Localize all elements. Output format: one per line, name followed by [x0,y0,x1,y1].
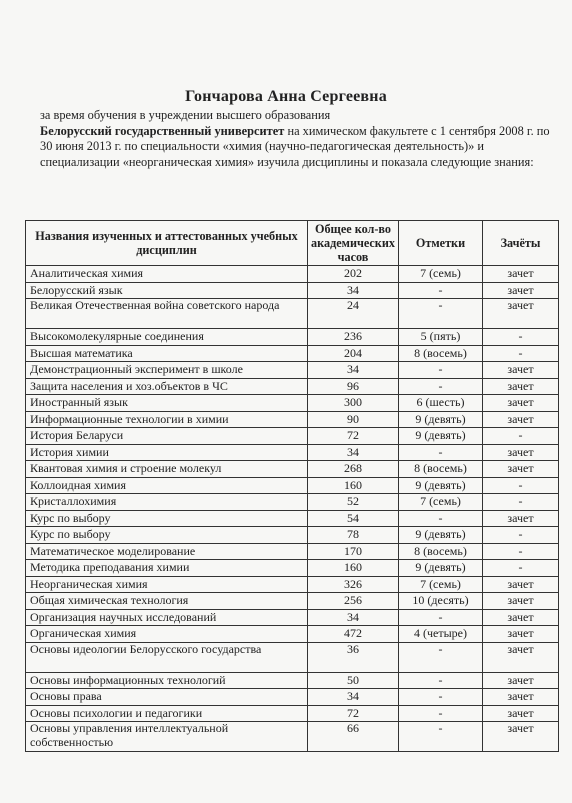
table-row [26,461,559,478]
credit-cell: зачет [483,444,559,461]
discipline-cell: Высокомолекулярные соединения [26,329,308,346]
mark-cell: 10 (десять) [399,593,483,610]
mark-cell: 9 (девять) [399,560,483,577]
table-row [26,576,559,593]
credit-cell: - [483,477,559,494]
hours-cell: 24 [308,299,399,329]
credit-cell: зачет [483,689,559,706]
hours-cell: 72 [308,428,399,445]
mark-cell: - [399,444,483,461]
mark-cell: 9 (девять) [399,527,483,544]
table-row [26,510,559,527]
table-row [26,345,559,362]
credit-cell: - [483,494,559,511]
credit-cell: зачет [483,642,559,672]
hours-cell: 256 [308,593,399,610]
mark-cell: 7 (семь) [399,576,483,593]
mark-cell: 9 (девять) [399,411,483,428]
credit-cell: - [483,329,559,346]
header-credits: Зачёты [483,221,559,266]
intro-paragraph [40,108,562,170]
grades-table [25,220,559,752]
hours-cell: 34 [308,689,399,706]
table-row [26,593,559,610]
table-header-row [26,221,559,266]
hours-cell: 300 [308,395,399,412]
table-row [26,642,559,672]
hours-cell: 54 [308,510,399,527]
credit-cell: зачет [483,609,559,626]
credit-cell: - [483,428,559,445]
discipline-cell: Общая химическая технология [26,593,308,610]
mark-cell: 8 (восемь) [399,543,483,560]
credit-cell: зачет [483,722,559,752]
credit-cell: - [483,345,559,362]
student-name: Гончарова Анна Сергеевна [185,88,387,105]
credit-cell: зачет [483,395,559,412]
hours-cell: 72 [308,705,399,722]
credit-cell: зачет [483,378,559,395]
credit-cell: зачет [483,626,559,643]
table-row [26,626,559,643]
credit-cell: зачет [483,510,559,527]
hours-cell: 66 [308,722,399,752]
discipline-cell: Иностранный язык [26,395,308,412]
hours-cell: 170 [308,543,399,560]
hours-cell: 34 [308,362,399,379]
discipline-cell: Неорганическая химия [26,576,308,593]
credit-cell: зачет [483,705,559,722]
mark-cell: - [399,282,483,299]
hours-cell: 78 [308,527,399,544]
mark-cell: 8 (восемь) [399,345,483,362]
hours-cell: 236 [308,329,399,346]
hours-cell: 96 [308,378,399,395]
mark-cell: 9 (девять) [399,477,483,494]
discipline-cell: Организация научных исследований [26,609,308,626]
table-row [26,705,559,722]
table-row [26,329,559,346]
credit-cell: зачет [483,299,559,329]
mark-cell: - [399,609,483,626]
table-row [26,282,559,299]
mark-cell: 7 (семь) [399,494,483,511]
credit-cell: - [483,527,559,544]
discipline-cell: Основы идеологии Белорусского государства [26,642,308,672]
discipline-cell: Квантовая химия и строение молекул [26,461,308,478]
discipline-cell: Аналитическая химия [26,266,308,283]
table-row [26,609,559,626]
mark-cell: - [399,722,483,752]
discipline-cell: Информационные технологии в химии [26,411,308,428]
hours-cell: 472 [308,626,399,643]
discipline-cell: Математическое моделирование [26,543,308,560]
table-row [26,689,559,706]
university-name: Белорусский государственный университет [40,123,285,138]
mark-cell: - [399,689,483,706]
table-row [26,722,559,752]
table-row [26,543,559,560]
table-row [26,560,559,577]
table-row [26,299,559,329]
discipline-cell: Курс по выбору [26,510,308,527]
hours-cell: 204 [308,345,399,362]
mark-cell: 8 (восемь) [399,461,483,478]
mark-cell: - [399,642,483,672]
discipline-cell: История химии [26,444,308,461]
table-row [26,444,559,461]
discipline-cell: Белорусский язык [26,282,308,299]
hours-cell: 326 [308,576,399,593]
mark-cell: - [399,672,483,689]
mark-cell: 5 (пять) [399,329,483,346]
discipline-cell: Органическая химия [26,626,308,643]
hours-cell: 50 [308,672,399,689]
discipline-cell: Основы управления интеллектуальной собственностью [26,722,308,752]
header-marks: Отметки [399,221,483,266]
hours-cell: 34 [308,282,399,299]
table-row [26,266,559,283]
credit-cell: зачет [483,461,559,478]
header-hours: Общее кол-во академических часов [308,221,399,266]
intro-line-2-rest: на химическом факультете с 1 сентября 2008 г. по 30 июня 2013 г. по специальности «химия (научно-педагогическая деятельность)» и специализации «неорганическая химия» изучила дисциплины и показала следующие знания: [40,123,550,169]
hours-cell: 160 [308,560,399,577]
discipline-cell: Демонстрационный эксперимент в школе [26,362,308,379]
credit-cell: зачет [483,362,559,379]
table-row [26,378,559,395]
intro-line-2 [40,124,562,171]
hours-cell: 202 [308,266,399,283]
mark-cell: - [399,705,483,722]
discipline-cell: Защита населения и хоз.объектов в ЧС [26,378,308,395]
mark-cell: - [399,378,483,395]
credit-cell: зачет [483,672,559,689]
hours-cell: 160 [308,477,399,494]
grades-table-body [26,266,559,752]
table-row [26,411,559,428]
hours-cell: 36 [308,642,399,672]
mark-cell: - [399,362,483,379]
credit-cell: зачет [483,411,559,428]
discipline-cell: Кристаллохимия [26,494,308,511]
table-row [26,477,559,494]
mark-cell: - [399,299,483,329]
discipline-cell: История Беларуси [26,428,308,445]
mark-cell: 4 (четыре) [399,626,483,643]
discipline-cell: Методика преподавания химии [26,560,308,577]
hours-cell: 52 [308,494,399,511]
discipline-cell: Курс по выбору [26,527,308,544]
credit-cell: - [483,560,559,577]
mark-cell: - [399,510,483,527]
table-row [26,395,559,412]
hours-cell: 90 [308,411,399,428]
header-discipline: Названия изученных и аттестованных учебных дисциплин [26,221,308,266]
discipline-cell: Коллоидная химия [26,477,308,494]
mark-cell: 7 (семь) [399,266,483,283]
discipline-cell: Великая Отечественная война советского народа [26,299,308,329]
intro-line-1: за время обучения в учреждении высшего образования [40,108,331,122]
discipline-cell: Высшая математика [26,345,308,362]
table-row [26,494,559,511]
credit-cell: зачет [483,593,559,610]
hours-cell: 268 [308,461,399,478]
credit-cell: зачет [483,266,559,283]
discipline-cell: Основы информационных технологий [26,672,308,689]
table-row [26,672,559,689]
hours-cell: 34 [308,444,399,461]
mark-cell: 9 (девять) [399,428,483,445]
credit-cell: зачет [483,282,559,299]
hours-cell: 34 [308,609,399,626]
credit-cell: - [483,543,559,560]
table-row [26,428,559,445]
discipline-cell: Основы права [26,689,308,706]
discipline-cell: Основы психологии и педагогики [26,705,308,722]
mark-cell: 6 (шесть) [399,395,483,412]
table-row [26,362,559,379]
credit-cell: зачет [483,576,559,593]
table-row [26,527,559,544]
